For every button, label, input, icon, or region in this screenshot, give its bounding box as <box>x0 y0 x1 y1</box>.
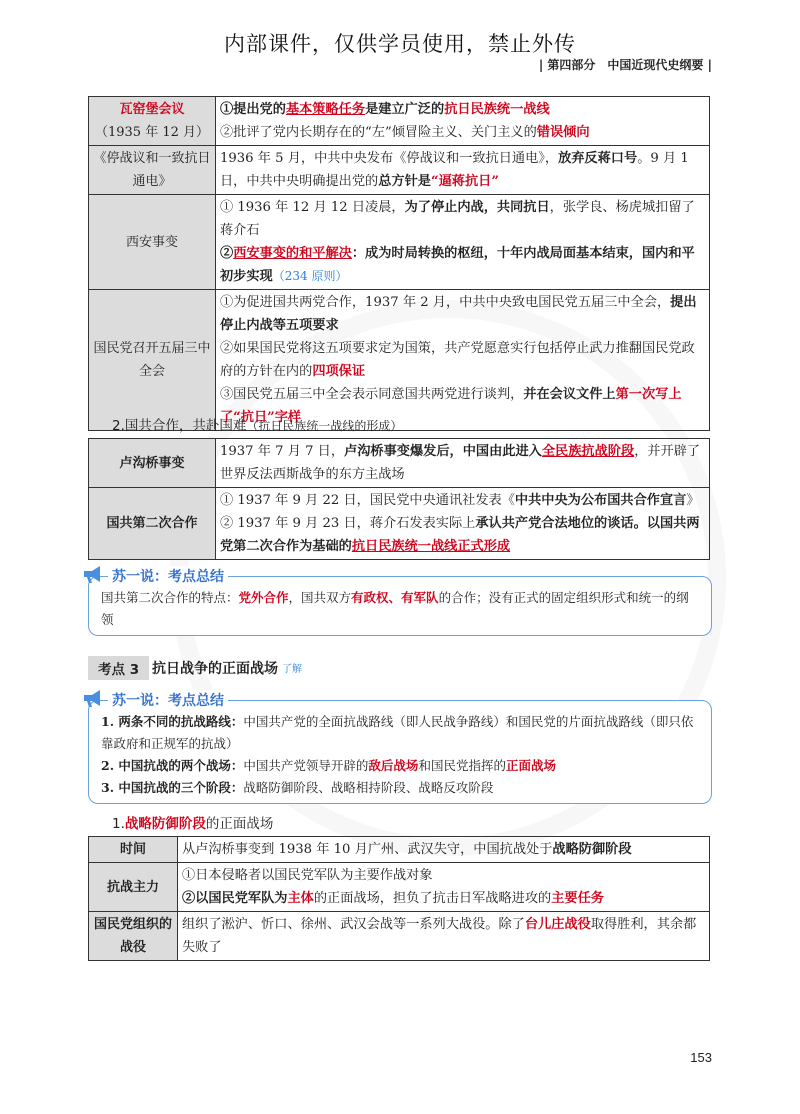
text: 的正面战场 <box>205 816 274 832</box>
text: 放弃反蒋口号 <box>558 151 638 166</box>
note: （234 原则） <box>272 269 348 283</box>
text: ，并开辟了世界反法西斯战争的东方主战场 <box>220 444 701 482</box>
table-row <box>89 290 710 431</box>
text: 2. 中国抗战的两个战场： <box>101 758 244 773</box>
text: ① 1936 年 12 月 12 日凌晨， <box>220 200 405 215</box>
text: 国共第二次合作的特点： <box>101 590 239 605</box>
highlight: 敌后战场 <box>368 758 419 773</box>
row-content <box>216 488 710 560</box>
text: 的合作；没有正式的固定组织形式和统一的纲领 <box>101 590 689 627</box>
text: 提出停止内战等五项要求 <box>220 295 697 333</box>
text: ②如果国民党将这五项要求定为国策，共产党愿意实行包括停止武力推翻国民党政府的方针在内的 <box>220 341 695 379</box>
table-row <box>89 439 710 488</box>
highlight: 台儿庄战役 <box>524 917 591 932</box>
table-row <box>89 837 710 863</box>
section-label: | 第四部分 中国近现代史纲要 | <box>538 58 712 72</box>
table-row <box>89 146 710 195</box>
table-row <box>89 195 710 290</box>
highlight: 战略防御阶段 <box>124 816 206 832</box>
text: ①提出党的 <box>220 102 286 117</box>
topic-level-badge: 了解 <box>282 664 302 675</box>
highlight: 抗日民族统一战线 <box>444 102 550 117</box>
highlight: 有政权、有军队 <box>351 590 439 605</box>
text: 1. <box>112 816 125 832</box>
text: ②以国民党军队为 <box>182 891 288 906</box>
highlight: 基本策略任务 <box>285 102 366 117</box>
text: 承认共产党合法地位的谈话 <box>475 516 634 531</box>
text: 中国共产党领导开辟的 <box>243 758 369 773</box>
row-content <box>216 290 710 431</box>
text: 卢沟桥事变爆发后，中国由此进入 <box>344 444 542 459</box>
megaphone-icon <box>82 688 104 708</box>
text: 1937 年 7 月 7 日， <box>220 444 345 459</box>
text: ② 1937 年 9 月 23 日，蒋介石发表实际上 <box>220 516 476 531</box>
label-date: （1935 年 12 月） <box>94 125 210 140</box>
row-content <box>216 97 710 146</box>
subsection-note: （抗日民族统一战线的形成） <box>246 419 403 433</box>
row-label: 西安事变 <box>89 195 216 290</box>
row-content <box>216 146 710 195</box>
row-label: 国共第二次合作 <box>89 488 216 560</box>
megaphone-icon <box>82 564 104 584</box>
summary-box-2 <box>88 700 712 804</box>
text: 取得胜利，其余都失败了 <box>182 917 697 955</box>
row-content <box>178 912 710 961</box>
summary-title-2: 苏一说：考点总结 <box>108 690 228 710</box>
text: 总方针是 <box>378 174 431 189</box>
history-table-3 <box>88 836 710 961</box>
text: 》 <box>686 493 700 508</box>
row-label <box>89 97 216 146</box>
text: 是建立广泛的 <box>365 102 445 117</box>
page-header-title: 内部课件，仅供学员使用，禁止外传 <box>224 32 576 56</box>
text: 中共中央为公布国共合作宣言 <box>514 493 687 508</box>
highlight: 正面战场 <box>505 758 556 773</box>
text: ①为促进国共两党合作，1937 年 2 月，中共中央致电国民党五届三中全会， <box>220 295 671 310</box>
text: 3. 中国抗战的三个阶段： <box>101 780 244 795</box>
text: 战略防御阶段、战略相持阶段、战略反攻阶段 <box>243 780 494 795</box>
row-content <box>216 195 710 290</box>
text: 中国共产党的全面抗战路线（即人民战争路线）和国民党的片面抗战路线（即只依靠政府和正规军的抗战） <box>101 714 694 751</box>
table-row <box>89 488 710 560</box>
subsection-heading-1 <box>112 812 273 832</box>
row-label: 卢沟桥事变 <box>89 439 216 488</box>
text: ① 1937 年 9 月 22 日，国民党中央通讯社发表《 <box>220 493 515 508</box>
highlight: 主要任务 <box>551 891 604 906</box>
highlight: 主体 <box>287 891 314 906</box>
highlight: 西安事变的和平解决 <box>233 246 352 261</box>
highlight: 全民族抗战阶段 <box>541 444 635 459</box>
topic-tag: 考点 3 <box>88 656 149 680</box>
text: 从卢沟桥事变到 1938 年 10 月广州、武汉失守，中国抗战处于 <box>182 842 553 857</box>
text: 并在会议文件上 <box>523 387 616 402</box>
text: ：成为时局转换的枢纽，十年内战局面基本结束，国内和平初步实现 <box>220 246 695 284</box>
subsection-title: 2.国共合作，共赴国难 <box>112 418 247 434</box>
text: ①日本侵略者以国民党军队为主要作战对象 <box>182 868 433 883</box>
label-text: 瓦窑堡会议 <box>119 102 185 117</box>
table-row <box>89 97 710 146</box>
highlight: 第一次写上了“抗日”字样 <box>220 387 682 425</box>
row-label: 抗战主力 <box>89 863 178 912</box>
text: ② <box>220 246 234 261</box>
table-row <box>89 863 710 912</box>
text: 战略防御阶段 <box>552 842 632 857</box>
summary-text <box>89 701 711 803</box>
row-content <box>216 439 710 488</box>
text: 1936 年 5 月，中共中央发布《停战议和一致抗日通电》， <box>220 151 559 166</box>
highlight: 党外合作 <box>238 590 289 605</box>
text: 。9 月 1 日，中共中央明确提出党的 <box>220 151 689 189</box>
text: ，国共双方 <box>288 590 352 605</box>
row-label: 国民党召开五届三中全会 <box>89 290 216 431</box>
row-label: 国民党组织的战役 <box>89 912 178 961</box>
highlight: 抗日民族统一战线正式形成 <box>351 539 511 554</box>
table-row <box>89 912 710 961</box>
highlight: 四项保证 <box>312 364 366 379</box>
highlight: 错误倾向 <box>536 125 590 140</box>
text: 。以国共两党第二次合作为基础的 <box>220 516 700 554</box>
topic-title: 抗日战争的正面战场 <box>152 661 278 677</box>
text: 和国民党指挥的 <box>418 758 506 773</box>
text: ③国民党五届三中全会表示同意国共两党进行谈判， <box>220 387 524 402</box>
summary-title-1: 苏一说：考点总结 <box>108 566 228 586</box>
text: 组织了淞沪、忻口、徐州、武汉会战等一系列大战役。除了 <box>182 917 525 932</box>
history-table-2 <box>88 438 710 560</box>
row-label: 时间 <box>89 837 178 863</box>
row-content <box>178 863 710 912</box>
row-label: 《停战议和一致抗日通电》 <box>89 146 216 195</box>
text: ②批评了党内长期存在的“左”倾冒险主义、关门主义的 <box>220 125 537 140</box>
history-table-1 <box>88 96 710 431</box>
text: ，张学良、杨虎城扣留了蒋介石 <box>220 200 695 238</box>
text: 的正面战场，担负了抗击日军战略进攻的 <box>313 891 552 906</box>
subsection-heading-2 <box>112 414 402 434</box>
text: 1. 两条不同的抗战路线： <box>101 714 244 729</box>
highlight: “逼蒋抗日” <box>431 174 499 189</box>
row-content <box>178 837 710 863</box>
text: 为了停止内战，共同抗日 <box>404 200 550 215</box>
page-number: 153 <box>690 1050 712 1065</box>
